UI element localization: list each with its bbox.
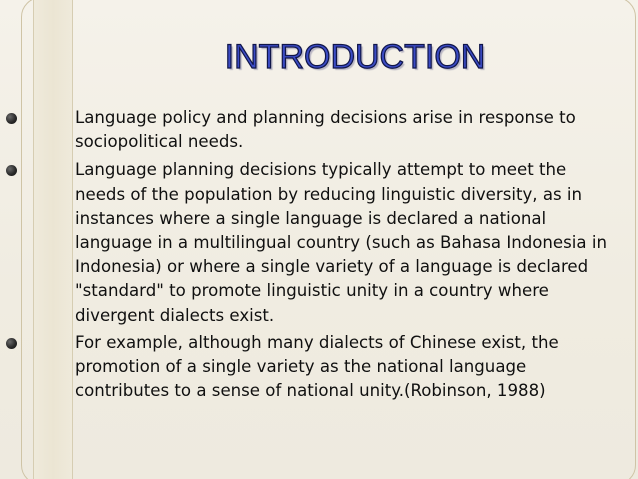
bullet-text: Language planning decisions typically attempt to meet the needs of the population by reducing linguistic diversity, as in instances where a single language is declared a national language in a multilingual country (such as Bahasa Indonesia in Indonesia) or where a single variety of a language is declared "standard" to promote linguistic unity in a country where divergent dialects exist. xyxy=(75,160,607,325)
bullet-list xyxy=(6,106,606,403)
bullet-item xyxy=(6,158,606,327)
bullet-text: Language policy and planning decisions arise in response to sociopolitical needs. xyxy=(75,108,576,152)
round-bullet-icon xyxy=(6,113,17,124)
round-bullet-icon xyxy=(6,338,17,349)
slide-title: INTRODUCTION xyxy=(224,38,486,76)
bullet-item xyxy=(6,331,606,404)
bullet-text: For example, although many dialects of Chinese exist, the promotion of a single variety as the national language contributes to a sense of national unity.(Robinson, 1988) xyxy=(75,332,559,401)
bullet-item xyxy=(6,106,606,154)
round-bullet-icon xyxy=(6,165,17,176)
